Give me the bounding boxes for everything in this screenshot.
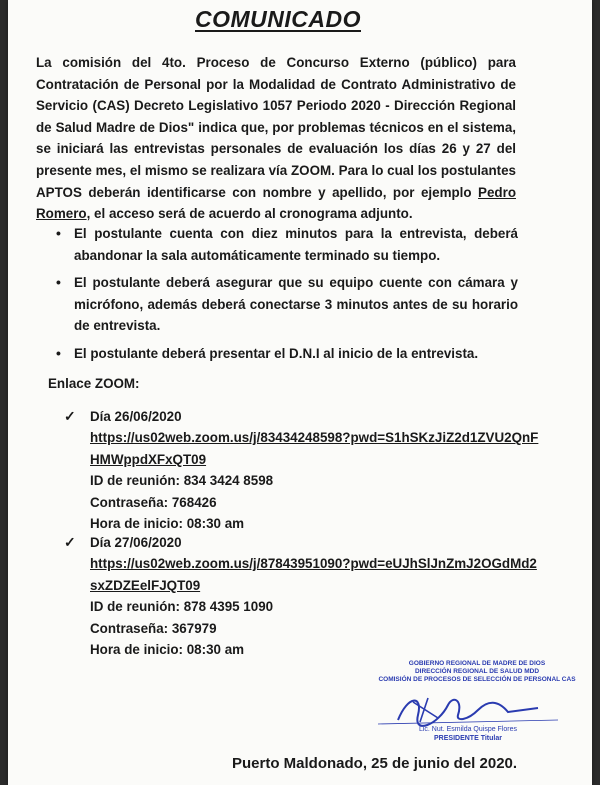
intro-example-name: Pedro Romero: [36, 184, 516, 222]
meeting-id: ID de reunión: 878 4395 1090: [90, 599, 274, 615]
check-icon: ✓: [64, 534, 76, 550]
check-icon: ✓: [64, 408, 76, 424]
intro-text-2: , el acceso será de acuerdo al cronograma adjunto.: [86, 206, 413, 222]
zoom-heading: Enlace ZOOM:: [48, 376, 140, 391]
rules-list: [52, 223, 518, 371]
zoom-entry-2: [64, 532, 537, 660]
signer-role: PRESIDENTE Titular: [434, 735, 502, 742]
entry-date: Día 27/06/2020: [90, 535, 182, 550]
document-title: COMUNICADO: [195, 6, 361, 32]
signer-block: [378, 725, 558, 743]
intro-paragraph: [36, 52, 516, 225]
list-item: [52, 223, 518, 266]
meeting-password: Contraseña: 367979: [90, 620, 217, 636]
zoom-entry-1: [64, 406, 538, 534]
official-stamp: [372, 660, 582, 684]
meeting-password: Contraseña: 768426: [90, 494, 217, 510]
list-item: [52, 272, 518, 337]
list-item-text: El postulante deberá presentar el D.N.I al inicio de la entrevista.: [74, 345, 479, 361]
stamp-line: GOBIERNO REGIONAL DE MADRE DE DIOS: [408, 660, 546, 667]
stamp-line: DIRECCIÓN REGIONAL DE SALUD MDD: [414, 668, 540, 675]
document-page: [8, 0, 592, 785]
start-time: Hora de inicio: 08:30 am: [90, 516, 245, 532]
stamp-line: COMISIÓN DE PROCESOS DE SELECCIÓN DE PERSONAL CAS: [378, 676, 576, 683]
zoom-link[interactable]: https://us02web.zoom.us/j/87843951090?pwd=eUJhSlJnZmJ2OGdMd2: [90, 556, 537, 572]
signer-name: Lic. Nut. Esmilda Quispe Flores: [418, 726, 518, 733]
place-date: Puerto Maldonado, 25 de junio del 2020.: [232, 755, 518, 772]
list-item: [52, 343, 518, 365]
bullet-icon: •: [56, 225, 61, 241]
bullet-icon: •: [56, 344, 61, 361]
zoom-link[interactable]: https://us02web.zoom.us/j/83434248598?pwd=S1hSKzJiZ2d1ZVU2QnF: [90, 430, 539, 446]
signature-icon: [368, 690, 568, 730]
list-item-text: El postulante cuenta con diez minutos para la entrevista, deberá abandonar la sala automáticamente terminado su tiempo.: [74, 226, 518, 263]
intro-text-1: La comisión del 4to. Proceso de Concurso Externo (público) para Contratación de Personal por la Modalidad de Contrato Administrativo de Servicio (CAS) Decreto Legislativo 1057 Periodo 2020 - Dirección Regional de Salud Madre de Dios" indica que, por problemas técnicos en el sistema, se iniciará las entrevistas personales de evaluación los días 26 y 27 del presente mes, el mismo se realizara vía ZOOM. Para lo cual los postulantes APTOS deberán identificarse con nombre y apellido, por ejemplo: [36, 55, 516, 200]
list-item-text: El postulante deberá asegurar que su equipo cuente con cámara y micrófono, además deberá conectarse 3 minutos antes de su horario de entrevista.: [74, 275, 518, 334]
zoom-link-continued[interactable]: sxZDZEelFJQT09: [90, 577, 201, 593]
bullet-icon: •: [56, 274, 61, 291]
entry-date: Día 26/06/2020: [90, 409, 182, 424]
zoom-link-continued[interactable]: HMWppdXFxQT09: [90, 451, 207, 467]
start-time: Hora de inicio: 08:30 am: [90, 642, 245, 658]
meeting-id: ID de reunión: 834 3424 8598: [90, 473, 274, 489]
